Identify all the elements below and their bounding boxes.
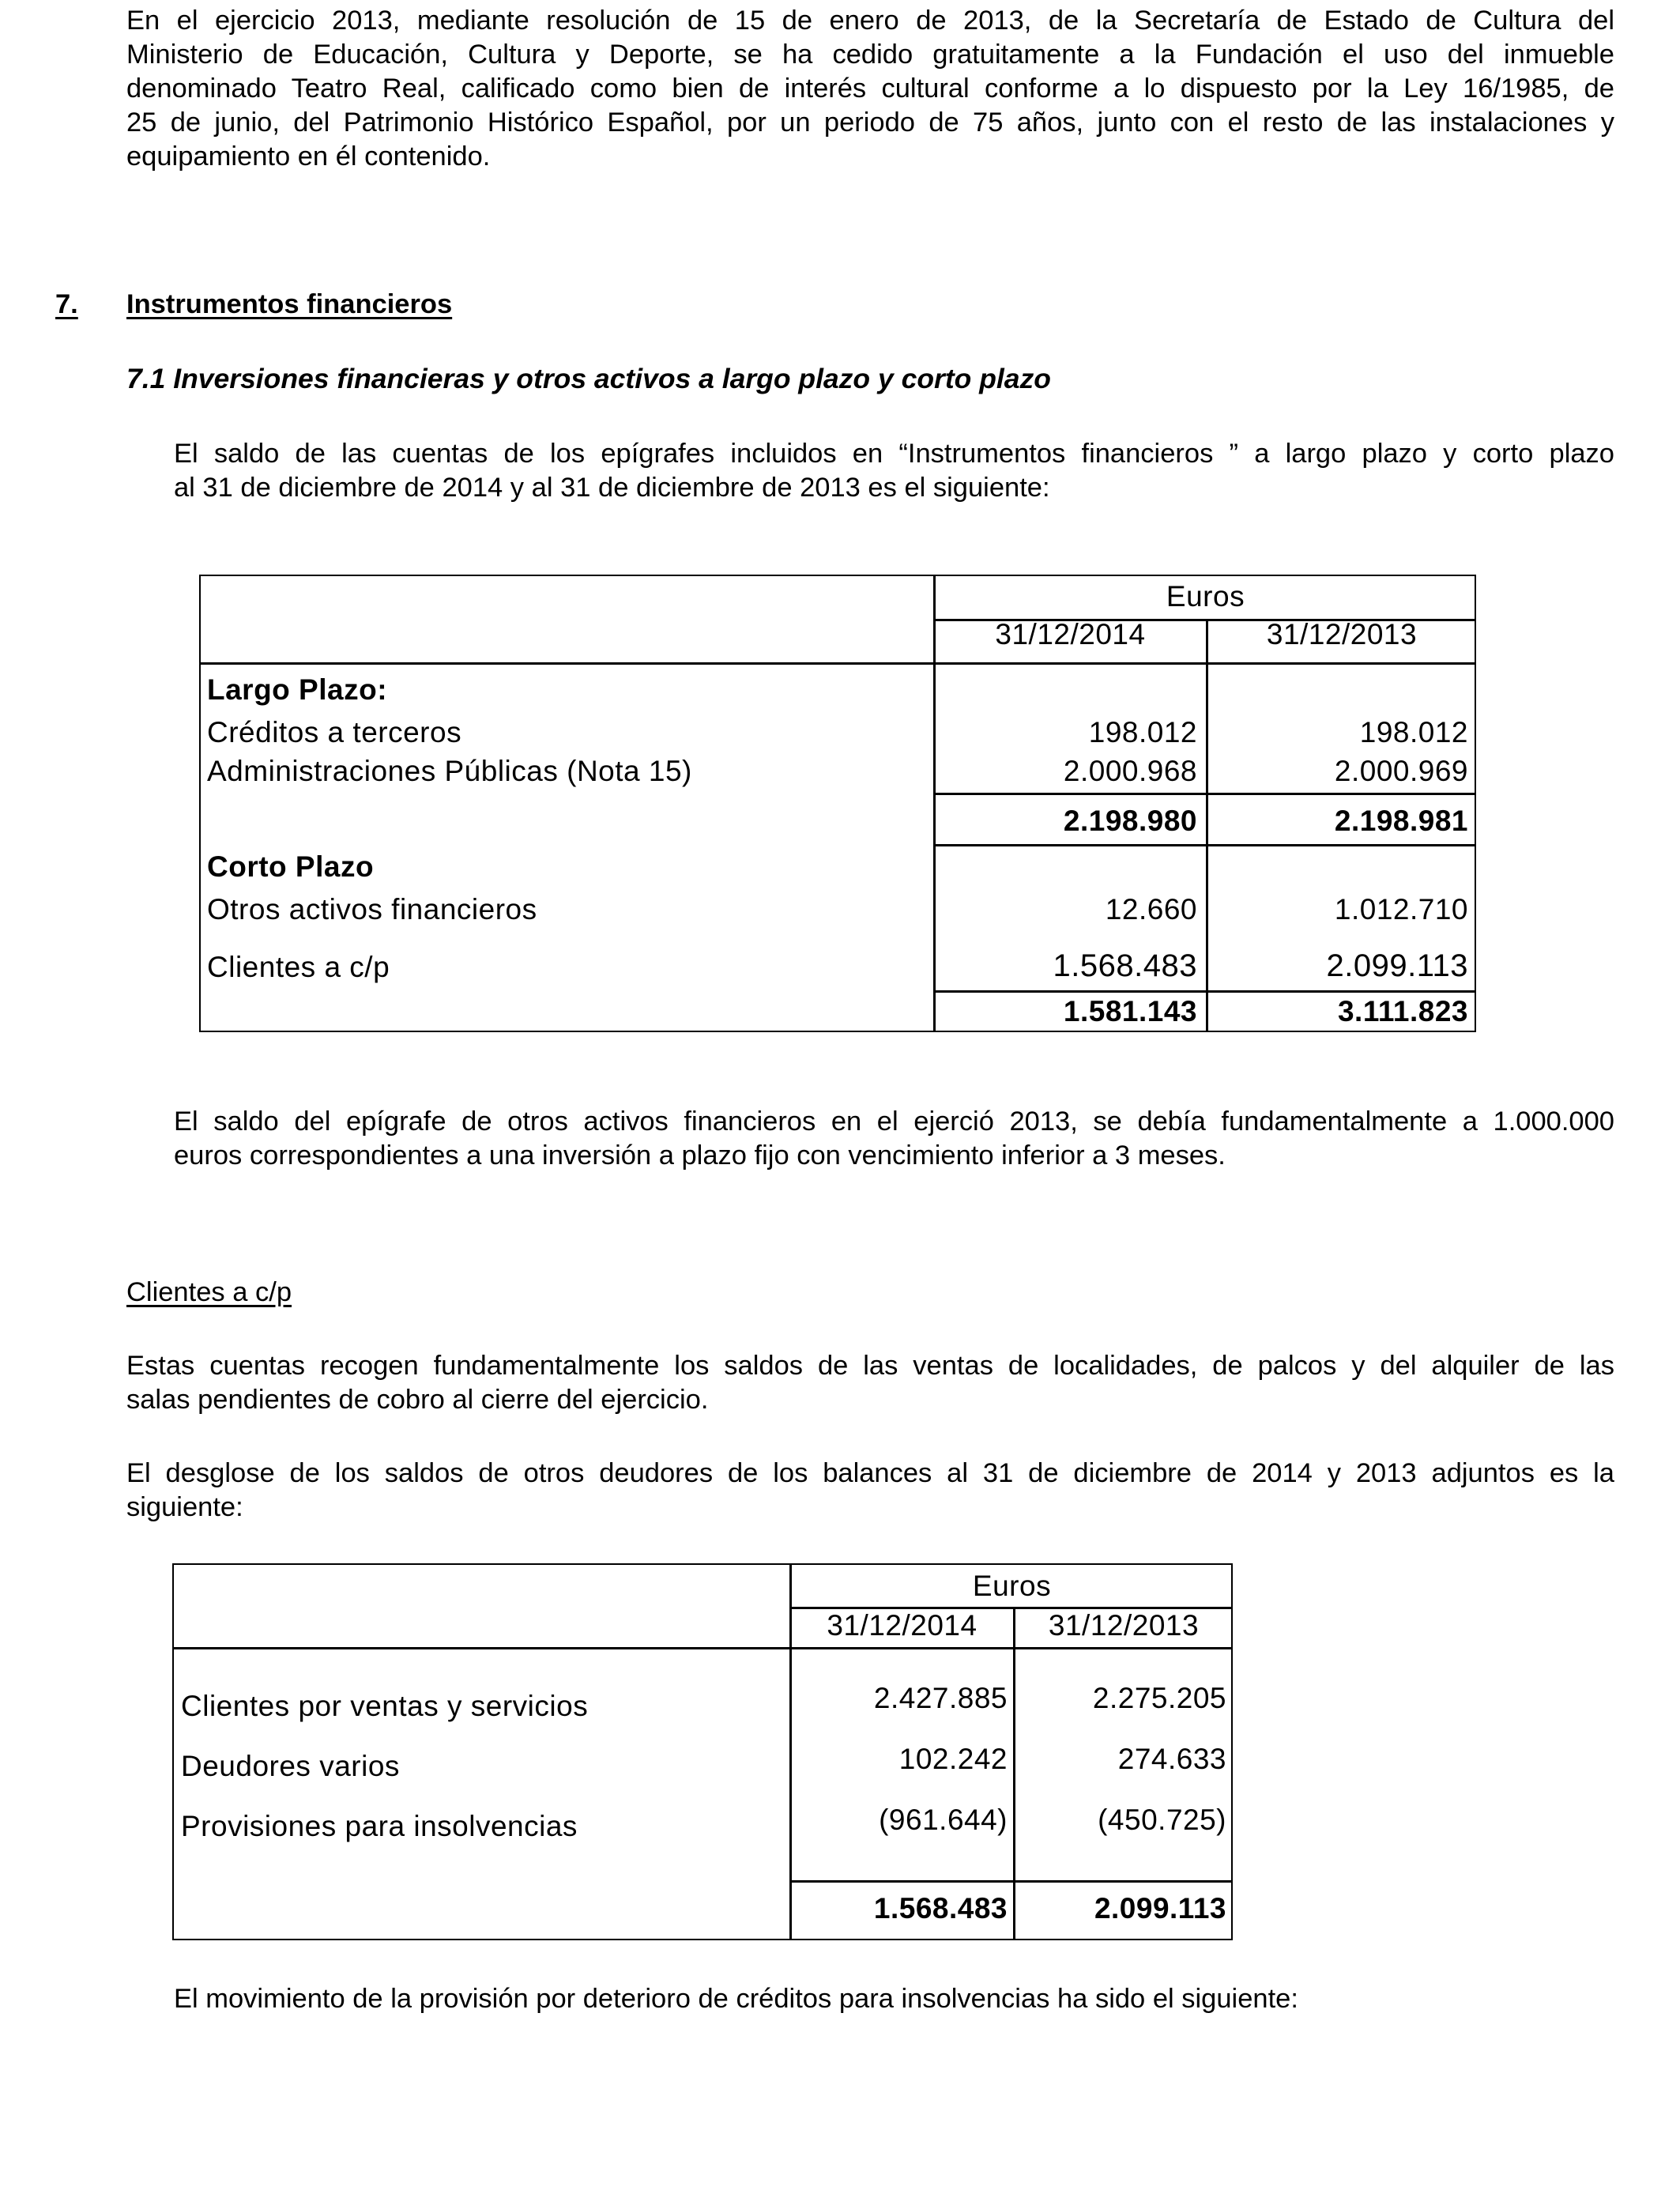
total-corto-2014: 1.581.143 (1063, 995, 1197, 1027)
table-cell-value: 2.427.885 (873, 1682, 1008, 1714)
table1-col-2013: 31/12/2013 (1266, 618, 1418, 650)
table-cell-value: 198.012 (1088, 716, 1197, 748)
saldo-line: al 31 de diciembre de 2014 y al 31 de diciembre de 2013 es el siguiente: (174, 473, 1050, 503)
clientes-line: Estas cuentas recogen fundamentalmente los saldos de las ventas de localidades, de palcos y del alquiler de las (126, 1351, 1614, 1381)
total-corto-2013: 3.111.823 (1337, 995, 1468, 1027)
table2-total-2013: 2.099.113 (1094, 1892, 1226, 1924)
table-row-label: Clientes por ventas y servicios (181, 1690, 589, 1722)
table2-col-2014: 31/12/2014 (827, 1609, 977, 1642)
table1-currency: Euros (1166, 580, 1245, 613)
table-row-label: Otros activos financieros (207, 893, 537, 925)
table-cell-value: 1.012.710 (1334, 893, 1468, 925)
table-cell-value: 2.099.113 (1326, 948, 1468, 983)
section-number: 7. (55, 289, 78, 319)
table-cell-value: 2.000.968 (1063, 755, 1197, 787)
table-cell-value: (450.725) (1098, 1804, 1226, 1836)
table-cell-value: 102.242 (898, 1743, 1008, 1775)
table-divider (933, 793, 1476, 795)
movimiento-paragraph: El movimiento de la provisión por deterioro de créditos para insolvencias ha sido el siguiente: (174, 1984, 1298, 2014)
table-row-label: Créditos a terceros (207, 716, 462, 748)
intro-line: denominado Teatro Real, calificado como bien de interés cultural conforme a lo dispuesto por la Ley 16/1985, de (126, 74, 1614, 104)
clientes-line: salas pendientes de cobro al cierre del ejercicio. (126, 1385, 709, 1415)
table-cell-value: 2.000.969 (1334, 755, 1468, 787)
intro-line: 25 de junio, del Patrimonio Histórico Español, por un periodo de 75 años, junto con el resto de las instalaciones y (126, 107, 1614, 138)
saldo-line: El saldo de las cuentas de los epígrafes incluidos en “Instrumentos financieros ” a largo plazo y corto plazo (174, 439, 1614, 469)
clientes-heading: Clientes a c/p (126, 1277, 292, 1307)
intro-line: Ministerio de Educación, Cultura y Deporte, se ha cedido gratuitamente a la Fundación el uso del inmueble (126, 40, 1614, 70)
corto-plazo-label: Corto Plazo (207, 850, 375, 883)
table-row-label: Provisiones para insolvencias (181, 1810, 578, 1842)
table1-col-2014: 31/12/2014 (995, 618, 1146, 650)
table-divider (172, 1647, 1233, 1649)
table-divider (199, 662, 1476, 665)
subsection-title: 7.1 Inversiones financieras y otros activos a largo plazo y corto plazo (126, 363, 1051, 394)
table-divider (933, 844, 1476, 846)
table2-col-2013: 31/12/2013 (1048, 1609, 1200, 1642)
total-largo-2014: 2.198.980 (1063, 805, 1197, 837)
table-cell-value: 274.633 (1117, 1743, 1226, 1775)
table-row-label: Administraciones Públicas (Nota 15) (207, 755, 692, 787)
section-title: Instrumentos financieros (126, 289, 453, 319)
desglose-line: siguiente: (126, 1492, 243, 1522)
total-largo-2013: 2.198.981 (1334, 805, 1468, 837)
table-cell-value: 1.568.483 (1053, 948, 1197, 983)
table-cell-value: 2.275.205 (1092, 1682, 1226, 1714)
intro-line: equipamiento en él contenido. (126, 141, 491, 172)
table-row-label: Clientes a c/p (207, 951, 390, 983)
table-divider (789, 1880, 1233, 1883)
epigrafe-line: El saldo del epígrafe de otros activos financieros en el ejerció 2013, se debía fundamentalmente a 1.000.000 (174, 1106, 1614, 1137)
table-cell-value: 198.012 (1359, 716, 1468, 748)
table-row-label: Deudores varios (181, 1750, 400, 1782)
intro-line: En el ejercicio 2013, mediante resolución de 15 de enero de 2013, de la Secretaría de Estado de Cultura del (126, 6, 1614, 36)
table-cell-value: 12.660 (1105, 893, 1197, 925)
epigrafe-line: euros correspondientes a una inversión a plazo fijo con vencimiento inferior a 3 meses. (174, 1140, 1226, 1171)
desglose-line: El desglose de los saldos de otros deudores de los balances al 31 de diciembre de 2014 y 2013 adjuntos es la (126, 1458, 1614, 1488)
table2-currency: Euros (972, 1570, 1052, 1602)
table2-total-2014: 1.568.483 (873, 1892, 1008, 1924)
table-cell-value: (961.644) (879, 1804, 1008, 1836)
table-divider (933, 990, 1476, 993)
largo-plazo-label: Largo Plazo: (207, 673, 388, 706)
